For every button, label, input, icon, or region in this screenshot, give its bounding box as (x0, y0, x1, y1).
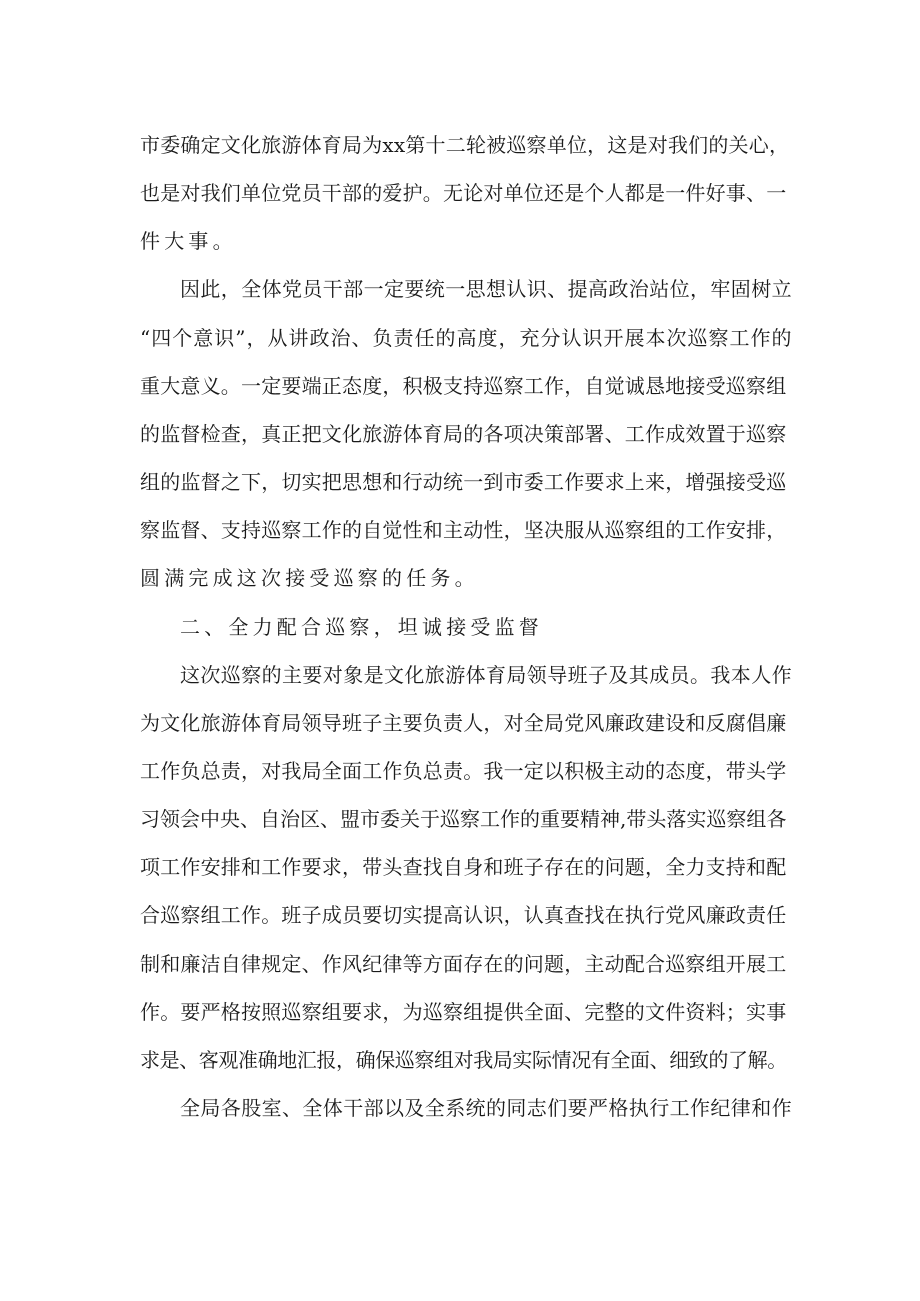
text-line: 合巡察组工作。班子成员要切实提高认识，认真查找在执行党风廉政责任 (140, 903, 787, 928)
text-line: 圆满完成这次接受巡察的任务。 (140, 566, 479, 591)
text-line: 项工作安排和工作要求，带头查找自身和班子存在的问题，全力支持和配 (140, 855, 787, 880)
text-line: 察监督、支持巡察工作的自觉性和主动性，坚决服从巡察组的工作安排， (140, 518, 787, 543)
text-line: 件大事。 (140, 229, 237, 254)
text-line: 的监督检查，真正把文化旅游体育局的各项决策部署、工作成效置于巡察 (140, 421, 787, 446)
text-line: 这次巡察的主要对象是文化旅游体育局领导班子及其成员。我本人作 (180, 662, 792, 687)
text-line: 市委确定文化旅游体育局为xx第十二轮被巡察单位，这是对我们的关心， (140, 133, 790, 157)
text-line: 也是对我们单位党员干部的爱护。无论对单位还是个人都是一件好事、一 (140, 181, 787, 206)
text-line: 重大意义。一定要端正态度，积极支持巡察工作，自觉诚恳地接受巡察组 (140, 373, 787, 398)
text-line: 组的监督之下，切实把思想和行动统一到市委工作要求上来，增强接受巡 (140, 470, 787, 495)
text-line: 因此，全体党员干部一定要统一思想认识、提高政治站位，牢固树立 (180, 277, 792, 302)
text-line: “四个意识”，从讲政治、负责任的高度，充分认识开展本次巡察工作的 (140, 325, 793, 350)
text-line: 习领会中央、自治区、盟市委关于巡察工作的重要精神,带头落实巡察组各 (140, 807, 787, 832)
text-line: 工作负总责，对我局全面工作负总责。我一定以积极主动的态度，带头学 (140, 758, 787, 783)
text-line: 为文化旅游体育局领导班子主要负责人，对全局党风廉政建设和反腐倡廉 (140, 710, 787, 735)
text-line: 求是、客观准确地汇报，确保巡察组对我局实际情况有全面、细致的了解。 (140, 1047, 787, 1072)
text-line: 二、全力配合巡察，坦诚接受监督 (180, 614, 543, 639)
text-line: 作。要严格按照巡察组要求，为巡察组提供全面、完整的文件资料；实事 (140, 999, 787, 1024)
text-line: 全局各股室、全体干部以及全系统的同志们要严格执行工作纪律和作 (180, 1096, 792, 1120)
text-line: 制和廉洁自律规定、作风纪律等方面存在的问题，主动配合巡察组开展工 (140, 951, 787, 976)
